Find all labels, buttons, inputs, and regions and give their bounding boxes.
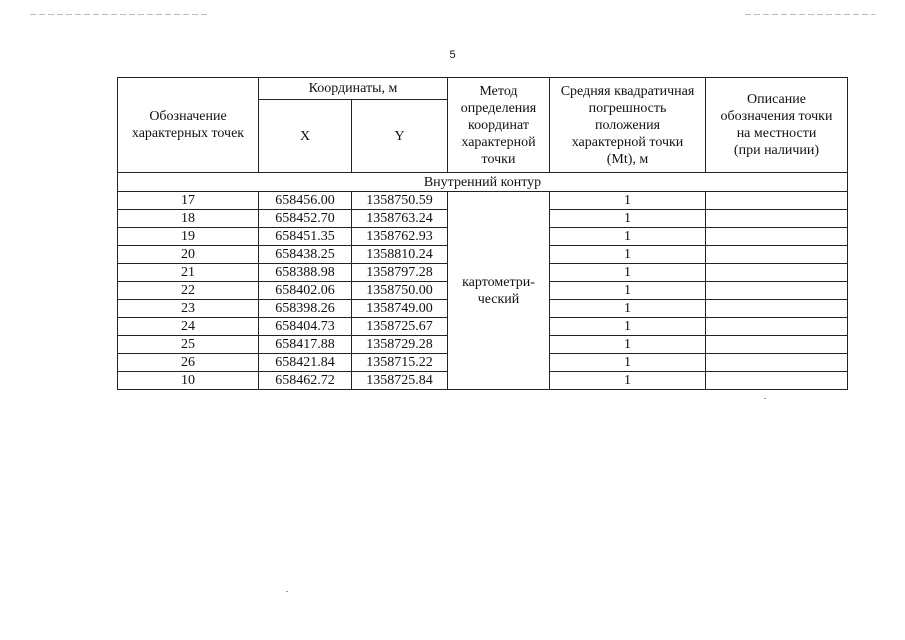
x-coordinate-cell: 658398.26 [259, 300, 352, 318]
scan-speck [286, 591, 288, 592]
y-coordinate-cell: 1358729.28 [352, 336, 448, 354]
description-cell [706, 264, 848, 282]
scan-artifact-right [745, 14, 875, 15]
x-coordinate-cell: 658438.25 [259, 246, 352, 264]
x-coordinate-cell: 658417.88 [259, 336, 352, 354]
description-cell [706, 354, 848, 372]
description-cell [706, 246, 848, 264]
y-coordinate-cell: 1358750.00 [352, 282, 448, 300]
header-point-description: Описание обозначения точки на местности (при наличии) [706, 78, 848, 173]
y-coordinate-cell: 1358762.93 [352, 228, 448, 246]
header-row [118, 78, 848, 100]
error-cell: 1 [550, 264, 706, 282]
header-y: Y [352, 100, 448, 173]
point-number-cell: 10 [118, 372, 259, 390]
section-title: Внутренний контур [118, 173, 848, 192]
y-coordinate-cell: 1358749.00 [352, 300, 448, 318]
description-cell [706, 282, 848, 300]
error-cell: 1 [550, 282, 706, 300]
description-cell [706, 336, 848, 354]
header-method: Метод определения координат характерной точки [448, 78, 550, 173]
header-x: X [259, 100, 352, 173]
x-coordinate-cell: 658388.98 [259, 264, 352, 282]
point-number-cell: 24 [118, 318, 259, 336]
header-coordinates: Координаты, м [259, 78, 448, 100]
description-cell [706, 300, 848, 318]
scan-speck [764, 398, 766, 399]
error-cell: 1 [550, 192, 706, 210]
section-row [118, 173, 848, 192]
x-coordinate-cell: 658462.72 [259, 372, 352, 390]
error-cell: 1 [550, 372, 706, 390]
point-number-cell: 22 [118, 282, 259, 300]
error-cell: 1 [550, 246, 706, 264]
y-coordinate-cell: 1358797.28 [352, 264, 448, 282]
y-coordinate-cell: 1358763.24 [352, 210, 448, 228]
points-body [118, 192, 848, 390]
error-cell: 1 [550, 210, 706, 228]
error-cell: 1 [550, 336, 706, 354]
y-coordinate-cell: 1358725.67 [352, 318, 448, 336]
error-cell: 1 [550, 300, 706, 318]
table-header [118, 78, 848, 173]
section-header [118, 173, 848, 192]
point-number-cell: 23 [118, 300, 259, 318]
scan-artifact-left [30, 14, 210, 15]
description-cell [706, 318, 848, 336]
point-number-cell: 17 [118, 192, 259, 210]
point-number-cell: 20 [118, 246, 259, 264]
y-coordinate-cell: 1358715.22 [352, 354, 448, 372]
table-row [118, 192, 848, 210]
description-cell [706, 372, 848, 390]
point-number-cell: 25 [118, 336, 259, 354]
x-coordinate-cell: 658421.84 [259, 354, 352, 372]
x-coordinate-cell: 658456.00 [259, 192, 352, 210]
error-cell: 1 [550, 354, 706, 372]
error-cell: 1 [550, 318, 706, 336]
description-cell [706, 192, 848, 210]
y-coordinate-cell: 1358810.24 [352, 246, 448, 264]
header-point-designation: Обозначение характерных точек [118, 78, 259, 173]
y-coordinate-cell: 1358725.84 [352, 372, 448, 390]
point-number-cell: 26 [118, 354, 259, 372]
x-coordinate-cell: 658452.70 [259, 210, 352, 228]
x-coordinate-cell: 658451.35 [259, 228, 352, 246]
point-number-cell: 21 [118, 264, 259, 282]
header-mean-square-error: Средняя квадратичная погрешность положения характерной точки (Mt), м [550, 78, 706, 173]
description-cell [706, 210, 848, 228]
description-cell [706, 228, 848, 246]
page-number: 5 [449, 49, 456, 61]
point-number-cell: 19 [118, 228, 259, 246]
error-cell: 1 [550, 228, 706, 246]
coordinates-table [117, 77, 848, 390]
method-cell: картометри- ческий [448, 192, 550, 390]
point-number-cell: 18 [118, 210, 259, 228]
x-coordinate-cell: 658402.06 [259, 282, 352, 300]
y-coordinate-cell: 1358750.59 [352, 192, 448, 210]
x-coordinate-cell: 658404.73 [259, 318, 352, 336]
